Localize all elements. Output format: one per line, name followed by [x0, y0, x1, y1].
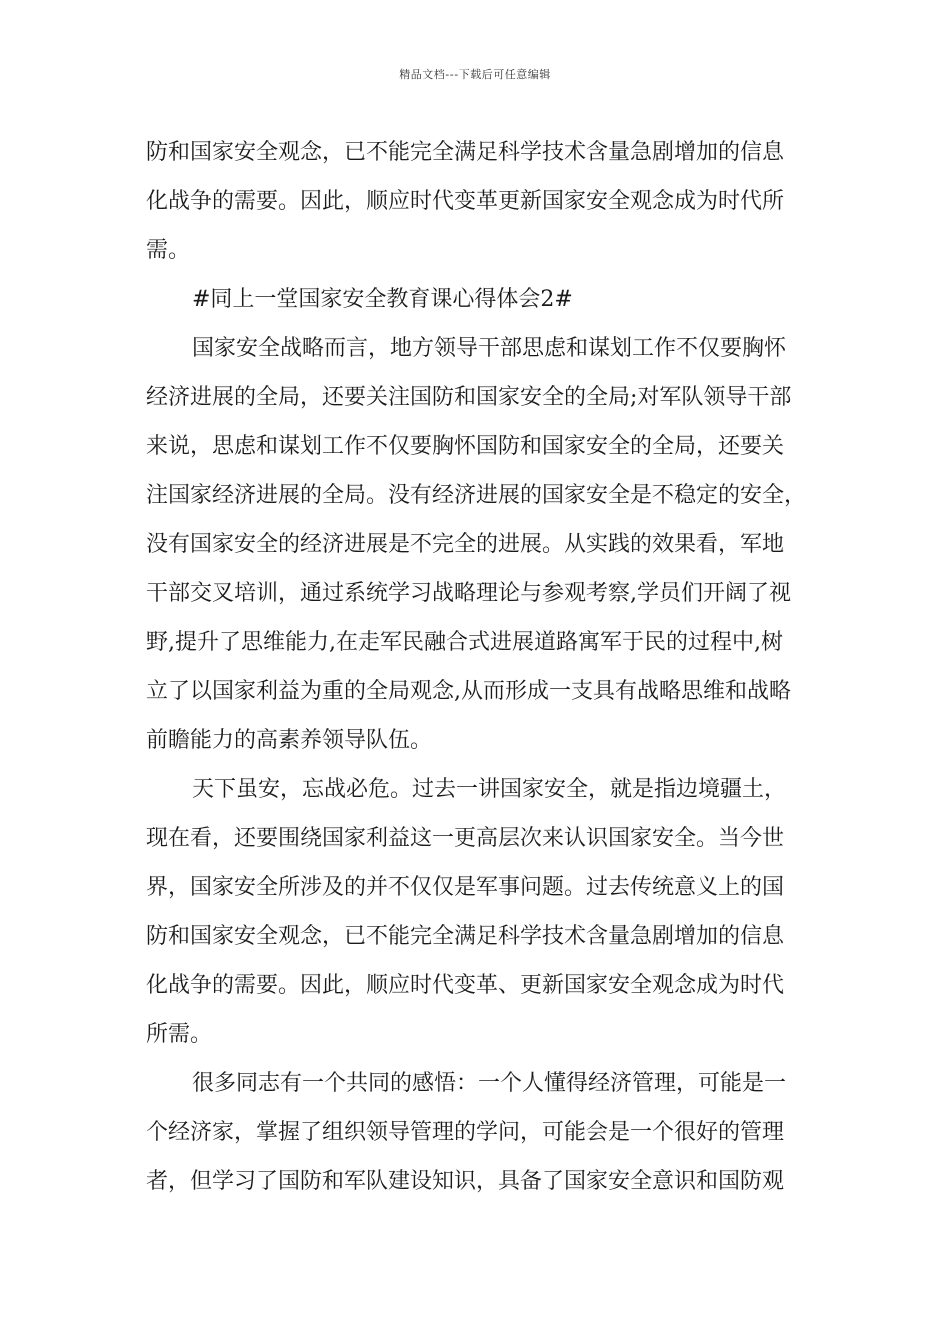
text-line: 前瞻能力的高素养领导队伍。: [146, 728, 433, 753]
text-line: 野,提升了思维能力,在走军民融合式进展道路寓军于民的过程中,树: [146, 630, 783, 655]
paragraph: [146, 275, 816, 324]
text-line: 来说，思虑和谋划工作不仅要胸怀国防和国家安全的全局，还要关: [146, 434, 785, 459]
text-line: 界，国家安全所涉及的并不仅仅是军事问题。过去传统意义上的国: [146, 875, 785, 900]
document-body: [146, 128, 816, 1206]
text-line: 注国家经济进展的全局。没有经济进展的国家安全是不稳定的安全，: [146, 483, 807, 508]
paragraph: [146, 1059, 816, 1206]
text-line: #同上一堂国家安全教育课心得体会2#: [192, 287, 573, 312]
paragraph: [146, 765, 816, 1059]
paragraph: [146, 324, 816, 765]
text-line: 防和国家安全观念，已不能完全满足科学技术含量急剧增加的信息: [146, 924, 785, 949]
text-line: 经济进展的全局，还要关注国防和国家安全的全局;对军队领导干部: [146, 385, 792, 410]
text-line: 个经济家，掌握了组织领导管理的学问，可能会是一个很好的管理: [146, 1120, 785, 1145]
page-header: 精品文档---下载后可任意编辑: [399, 68, 551, 81]
text-line: 防和国家安全观念，已不能完全满足科学技术含量急剧增加的信息: [146, 140, 785, 165]
text-line: 者，但学习了国防和军队建设知识，具备了国家安全意识和国防观: [146, 1169, 785, 1194]
text-line: 天下虽安，忘战必危。过去一讲国家安全，就是指边境疆土，: [192, 777, 787, 802]
text-line: 很多同志有一个共同的感悟：一个人懂得经济管理，可能是一: [192, 1071, 787, 1096]
text-line: 需。: [146, 238, 191, 263]
text-line: 干部交叉培训，通过系统学习战略理论与参观考察,学员们开阔了视: [146, 581, 791, 606]
text-line: 化战争的需要。因此，顺应时代变革更新国家安全观念成为时代所: [146, 189, 785, 214]
text-line: 现在看，还要围绕国家利益这一更高层次来认识国家安全。当今世: [146, 826, 785, 851]
text-line: 国家安全战略而言，地方领导干部思虑和谋划工作不仅要胸怀: [192, 336, 787, 361]
paragraph: [146, 128, 816, 275]
text-line: 立了以国家利益为重的全局观念,从而形成一支具有战略思维和战略: [146, 679, 791, 704]
text-line: 所需。: [146, 1022, 213, 1047]
text-line: 没有国家安全的经济进展是不完全的进展。从实践的效果看，军地: [146, 532, 785, 557]
text-line: 化战争的需要。因此，顺应时代变革、更新国家安全观念成为时代: [146, 973, 785, 998]
